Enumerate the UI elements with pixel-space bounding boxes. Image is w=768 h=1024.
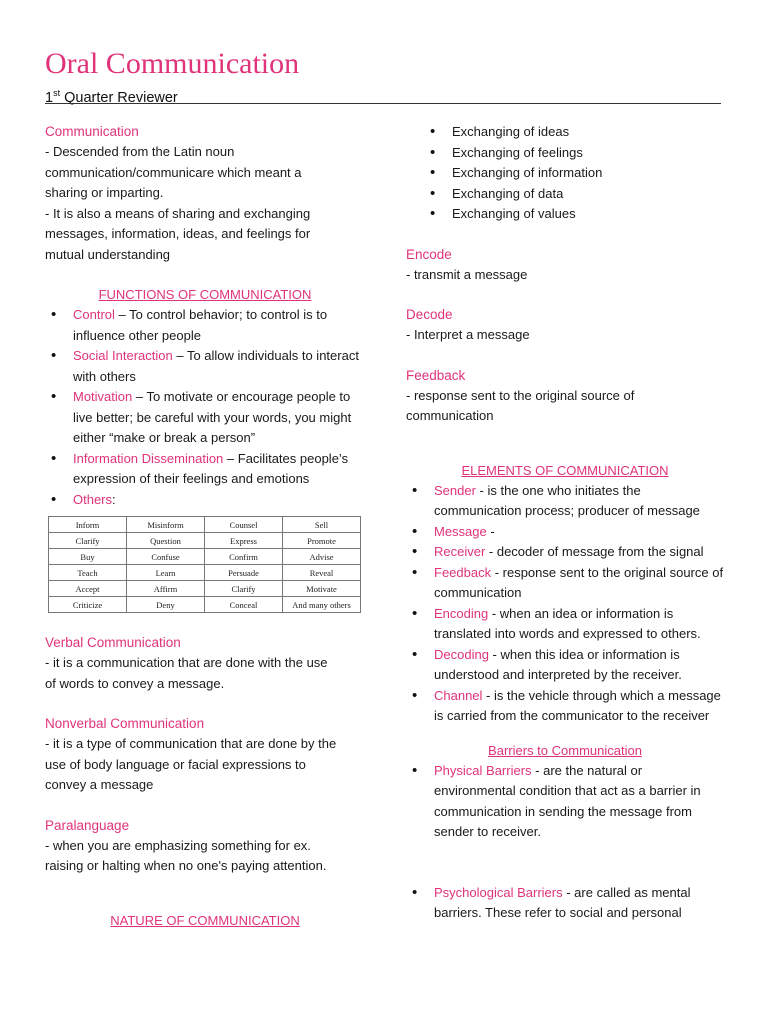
- functions-heading: FUNCTIONS OF COMMUNICATION: [98, 287, 312, 302]
- element-term: Message: [434, 523, 487, 539]
- element-term: Channel: [434, 687, 483, 703]
- function-term: Motivation: [73, 389, 133, 404]
- feedback-line: - response sent to the original source of: [406, 387, 635, 403]
- communication-line: messages, information, ideas, and feelings for: [45, 226, 311, 241]
- barrier-text: - are the natural or environmental condition that act as a barrier in communication in sending the message from sender to receiver.: [434, 762, 701, 839]
- encode-text: - transmit a message: [406, 266, 528, 282]
- table-cell: Confirm: [205, 549, 283, 565]
- element-text: - when an idea or information is translated into words and expressed to others.: [434, 605, 701, 641]
- function-text: – To allow individuals to interact with others: [73, 348, 359, 384]
- table-cell: And many others: [283, 597, 361, 613]
- table-row: [49, 565, 361, 581]
- communication-line: communication/communicare which meant a: [45, 164, 302, 180]
- list-item: • Exchanging of information: [424, 163, 724, 184]
- nonverbal-communication-line: - it is a type of communication that are done by the: [45, 736, 337, 751]
- barrier-term: Physical Barriers: [434, 762, 532, 778]
- communication-line: mutual understanding: [45, 246, 171, 262]
- nature-heading: NATURE OF COMMUNICATION: [110, 912, 300, 928]
- element-item: [406, 481, 724, 522]
- table-cell: Advise: [283, 549, 361, 565]
- feedback-line: communication: [406, 408, 494, 423]
- nonverbal-communication-heading: Nonverbal Communication: [45, 716, 205, 731]
- function-term: Information Dissemination: [73, 450, 224, 466]
- table-cell: Affirm: [127, 581, 205, 597]
- element-text: - response sent to the original source of communication: [434, 564, 724, 600]
- communication-line: - It is also a means of sharing and exchanging: [45, 205, 311, 221]
- table-cell: Reveal: [283, 565, 361, 581]
- table-row: [49, 549, 361, 565]
- verbal-communication-line: - it is a communication that are done with the use: [45, 655, 328, 670]
- nonverbal-communication-line: convey a message: [45, 777, 154, 792]
- element-term: Decoding: [434, 646, 489, 662]
- communication-heading: Communication: [45, 124, 139, 139]
- function-term: Control: [73, 307, 115, 322]
- function-text: – Facilitates people’s expression of their feelings and emotions: [73, 450, 349, 486]
- paralanguage-line: - when you are emphasizing something for ex.: [45, 837, 311, 853]
- function-item: [45, 387, 365, 449]
- element-item: [406, 542, 724, 563]
- table-row: [49, 581, 361, 597]
- subtitle-text: Quarter Reviewer: [60, 89, 178, 106]
- others-table: [48, 516, 361, 613]
- element-term: Encoding: [434, 605, 489, 621]
- function-term: Others: [73, 491, 113, 507]
- function-term: Social Interaction: [73, 348, 173, 363]
- table-cell: Promote: [283, 533, 361, 549]
- nonverbal-communication-line: use of body language or facial expressions to: [45, 756, 306, 772]
- paralanguage-heading: Paralanguage: [45, 817, 130, 833]
- decode-heading: Decode: [406, 307, 453, 322]
- subtitle-ordinal-suffix: st: [53, 88, 61, 98]
- table-cell: Clarify: [205, 581, 283, 597]
- table-cell: Sell: [283, 517, 361, 533]
- table-row: [49, 597, 361, 613]
- barriers-heading: Barriers to Communication: [488, 742, 642, 758]
- function-item: [45, 305, 365, 346]
- table-cell: Buy: [49, 549, 127, 565]
- list-item: • Exchanging of data: [424, 184, 724, 205]
- element-item: [406, 604, 724, 645]
- left-column: [45, 122, 365, 931]
- table-cell: Misinform: [127, 517, 205, 533]
- feedback-heading: Feedback: [406, 367, 466, 383]
- element-item: [406, 522, 724, 543]
- table-cell: Motivate: [283, 581, 361, 597]
- table-cell: Counsel: [205, 517, 283, 533]
- elements-list: [406, 481, 724, 727]
- table-cell: Question: [127, 533, 205, 549]
- subtitle-ordinal: 1: [45, 89, 54, 106]
- element-term: Receiver: [434, 544, 486, 559]
- list-item: • Exchanging of ideas: [424, 122, 724, 143]
- table-cell: Inform: [49, 517, 127, 533]
- function-text: – To control behavior; to control is to influence other people: [73, 307, 328, 343]
- verbal-communication-heading: Verbal Communication: [45, 635, 181, 650]
- table-cell: Deny: [127, 597, 205, 613]
- right-column: [406, 122, 724, 924]
- paralanguage-line: raising or halting when no one's paying attention.: [45, 858, 327, 873]
- element-item: [406, 645, 724, 686]
- list-item: • Exchanging of feelings: [424, 143, 724, 164]
- function-text: :: [112, 491, 116, 507]
- function-item: [45, 490, 365, 511]
- element-term: Sender: [434, 482, 476, 498]
- element-term: Feedback: [434, 564, 492, 580]
- table-cell: Criticize: [49, 597, 127, 613]
- barriers-list: [406, 761, 724, 924]
- elements-heading: ELEMENTS OF COMMUNICATION: [461, 462, 669, 478]
- table-cell: Accept: [49, 581, 127, 597]
- table-cell: Learn: [127, 565, 205, 581]
- table-cell: Teach: [49, 565, 127, 581]
- function-text: – To motivate or encourage people to live better; be careful with your words, you might either “make or break a person”: [73, 389, 352, 445]
- table-cell: Confuse: [127, 549, 205, 565]
- exchanging-list: [424, 122, 724, 225]
- function-item: [45, 449, 365, 490]
- header-divider: [45, 103, 721, 104]
- barrier-text: - are called as mental barriers. These refer to social and personal: [434, 884, 691, 920]
- communication-line: - Descended from the Latin noun: [45, 144, 235, 159]
- verbal-communication-line: of words to convey a message.: [45, 675, 225, 691]
- communication-line: sharing or imparting.: [45, 185, 164, 200]
- element-text: - decoder of message from the signal: [485, 544, 704, 559]
- element-text: - is the vehicle through which a message is carried from the communicator to the receiver: [434, 687, 721, 723]
- table-cell: Express: [205, 533, 283, 549]
- table-row: [49, 517, 361, 533]
- document-title: Oral Communication: [45, 47, 300, 80]
- table-cell: Conceal: [205, 597, 283, 613]
- element-item: [406, 563, 724, 604]
- decode-text: - Interpret a message: [406, 327, 530, 342]
- functions-list: [45, 305, 365, 510]
- element-item: [406, 686, 724, 727]
- barrier-item: [406, 761, 724, 843]
- element-text: - is the one who initiates the communication process; producer of message: [434, 482, 700, 518]
- barrier-term: Psychological Barriers: [434, 884, 563, 900]
- table-row: [49, 533, 361, 549]
- table-cell: Persuade: [205, 565, 283, 581]
- element-text: -: [486, 523, 495, 539]
- list-item: • Exchanging of values: [424, 204, 724, 225]
- element-text: - when this idea or information is understood and interpreted by the receiver.: [434, 646, 682, 682]
- table-cell: Clarify: [49, 533, 127, 549]
- function-item: [45, 346, 365, 387]
- barrier-item: [406, 883, 724, 924]
- encode-heading: Encode: [406, 246, 452, 262]
